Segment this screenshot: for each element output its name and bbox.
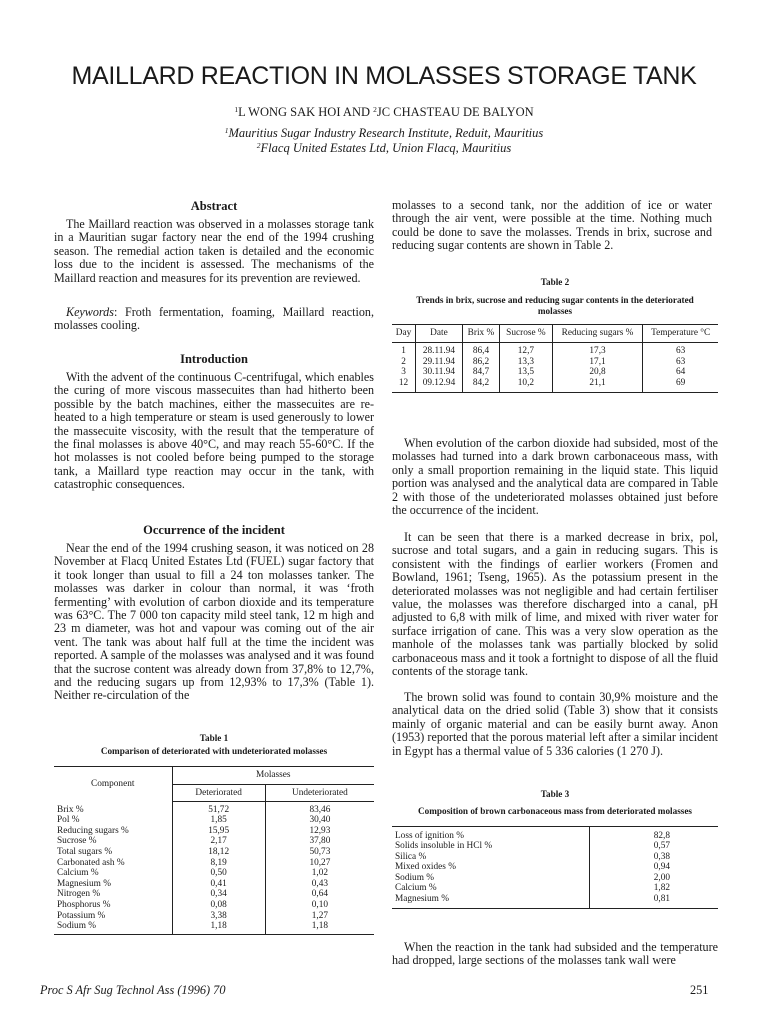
page-number: 251 [690,983,709,997]
table1-row [54,836,374,847]
table2-cell: 21,1 [552,378,643,389]
table3-row [392,883,718,894]
table2-cell: 12,7 [500,346,553,357]
table1-row [54,921,374,932]
table2-cell: 09.12.94 [416,378,463,389]
table2-cell: 29.11.94 [416,357,463,368]
table1-row [54,911,374,922]
keywords-label: Keywords [66,305,114,319]
table1-det-cell: 51,72 [172,805,265,816]
table1-undet-cell: 30,40 [265,815,374,826]
right-para-3: It can be seen that there is a marked decrease in brix, pol, sucrose and total sugars, and a gain in reducing sugars. This is consistent with the findings of earlier workers (Fromen and Bowland, 1961; Tseng, 1965). As the potassium present in the deteriorated molasses was not negligible and had certain fertiliser value, the molasses was therefore discharged into a canal, pH adjusted to 6,8 with milk of lime, and mixed with river water for surface irrigation of cane. This was a very slow operation as the manhole of the molasses tank was partially blocked by solid carbonaceous mass and it took a fortnight to dispose of all the fluid contents of the storage tank. [392,530,718,679]
paper-title: MAILLARD REACTION IN MOLASSES STORAGE TANK [71,62,697,90]
table1-col-undet: Undeteriorated [265,784,374,802]
table2-cell: 10,2 [500,378,553,389]
table1-col-molasses: Molasses [172,767,374,785]
table3-component-cell: Mixed oxides % [395,862,456,873]
table2-cell: 63 [643,346,718,357]
table1-undet-cell: 1,18 [265,921,374,932]
table1-row [54,889,374,900]
table1-det-cell: 0,50 [172,868,265,879]
footer-citation: Proc S Afr Sug Technol Ass (1996) 70 [40,983,226,997]
occurrence-heading: Occurrence of the incident [143,523,285,537]
table1-undet-cell: 37,80 [265,836,374,847]
right-para-1: molasses to a second tank, nor the addition of ice or water through the air vent, were possible at the time. Nothing much could be done to save the molasses. Trends in brix, sucrose and reducing sugar contents are shown in Table 2. [392,198,712,253]
table3-row [392,841,718,852]
table3-value-cell: 82,8 [589,831,718,842]
authors-line [0,105,768,120]
table3-row [392,894,718,905]
aff1-marker: 1 [224,126,229,135]
keywords-line [54,306,374,333]
table3-value-cell: 2,00 [589,873,718,884]
keywords-text: : Froth fermentation, foaming, Maillard reaction, molasses cooling. [54,305,374,333]
table1-component-cell: Sodium % [57,921,96,932]
table1-row [54,815,374,826]
table1-det-cell: 15,95 [172,826,265,837]
table2-row [392,367,718,378]
table2-header-cell: Brix % [462,325,499,343]
table3-row [392,831,718,842]
table1-component-cell: Calcium % [57,868,99,879]
author2-marker: 2 [373,105,377,114]
right-para-4: The brown solid was found to contain 30,9% moisture and the analytical data on the dried solid (Table 3) show that it consists mainly of organic material and can be easily burnt away. Anon (1953) reported that the porous material left after a similar incident in Egypt has a thermal value of 5 336 calories (1 270 J). [392,690,718,758]
table3-value-cell: 0,81 [589,894,718,905]
table2-cell: 64 [643,367,718,378]
author2: JC CHASTEAU DE BALYON [376,105,534,119]
table2-header-cell: Day [392,325,416,343]
table3-row [392,862,718,873]
table1-component-cell: Potassium % [57,910,106,921]
occurrence-text: Near the end of the 1994 crushing season, it was noticed on 28 November at Flacq United Estates Ltd (FUEL) sugar factory that it took longer than usual to fill a 24 ton molasses tanker. The molasses was darker in colour than normal, it was ‘froth fermenting’ with evolution of carbon dioxide and its temperature was 63°C. The 7 000 ton capacity mild steel tank, 12 m high and 23 m diameter, was hot and vapour was coming out of the air vent. The tank was about half full at the time the incident was reported. A sample of the molasses was analysed and it was found that the sucrose content was already down from 37,8% to 12,7%, and the reducing sugars up from 12,93% to 17,3% (Table 1). Neither re-circulation of the [54,541,374,703]
aff2-marker: 2 [256,141,261,150]
table1-col-component: Component [91,779,135,790]
table2-cell: 84,7 [462,367,499,378]
table1-det-cell: 1,18 [172,921,265,932]
introduction-heading: Introduction [180,352,248,366]
table1-det-cell: 3,38 [172,911,265,922]
table3-value-cell: 1,82 [589,883,718,894]
table1-det-cell: 2,17 [172,836,265,847]
table2-cell: 30.11.94 [416,367,463,378]
table2-spacer-cell [552,388,643,392]
table2-cell: 17,1 [552,357,643,368]
table3-value-cell: 0,38 [589,852,718,863]
table2-spacer-cell [500,388,553,392]
table3-label: Table 3 [540,789,570,799]
table2-header-cell: Reducing sugars % [552,325,643,343]
table3 [392,826,718,909]
table2-header-cell: Date [416,325,463,343]
table1 [54,766,374,935]
affiliation-1 [0,126,768,141]
table1-row [54,900,374,911]
table1-det-cell: 0,08 [172,900,265,911]
table1-component-cell: Magnesium % [57,878,111,889]
table1-component-cell: Nitrogen % [57,889,101,900]
table1-component-cell: Pol % [57,815,80,826]
table2-caption: Trends in brix, sucrose and reducing sugar contents in the deteriorated molasses [416,295,694,316]
aff2-text: Flacq United Estates Ltd, Union Flacq, Mauritius [260,141,512,155]
table1-undet-cell: 0,43 [265,879,374,890]
table1-component-cell: Brix % [57,804,84,815]
table2-spacer-cell [416,388,463,392]
table2-spacer-cell [643,388,718,392]
table2-cell: 28.11.94 [416,346,463,357]
table3-row [392,873,718,884]
right-para-2: When evolution of the carbon dioxide had subsided, most of the molasses had turned into a dark brown carbonaceous mass, with only a small proportion remaining in the liquid state. This liquid portion was analysed and the analytical data are compared in Table 2 with those of the undeteriorated molasses obtained just before the occurrence of the incident. [392,436,718,518]
table2-cell: 3 [401,367,406,378]
table3-component-cell: Solids insoluble in HCl % [395,841,493,852]
table2-cell: 63 [643,357,718,368]
table2-cell: 17,3 [552,346,643,357]
table1-component-cell: Phosphorus % [57,900,111,911]
table3-row [392,852,718,863]
table1-undet-cell: 12,93 [265,826,374,837]
table1-component-cell: Sucrose % [57,836,97,847]
table1-undet-cell: 83,46 [265,805,374,816]
table1-row [54,858,374,869]
table1-det-cell: 0,41 [172,879,265,890]
aff1-text: Mauritius Sugar Industry Research Institute, Reduit, Mauritius [228,126,544,140]
table2-cell: 12 [398,377,409,388]
table1-col-det: Deteriorated [172,784,265,802]
table1-component-cell: Carbonated ash % [57,857,125,868]
table1-undet-cell: 10,27 [265,858,374,869]
table1-undet-cell: 0,10 [265,900,374,911]
table2-cell: 2 [401,356,406,367]
author1-marker: 1 [234,105,239,114]
introduction-text: With the advent of the continuous C-centrifugal, which enables the curing of more viscous massecuites than had hitherto been possible by the batch machines, either the massecuites are re-heated to a high temperature or steam is used generously to lower the massecuite viscosity, with the result that the temperature of the final molasses is above 40°C, and may reach 55-60°C. If the hot molasses is not cooled before being pumped to the storage tank, a Maillard type reaction may occur in the tank, with catastrophic consequences. [54,370,374,492]
table2-spacer-cell [462,388,499,392]
author1: L WONG SAK HOI AND [238,105,374,119]
affiliation-2 [0,141,768,156]
table1-component-cell: Total sugars % [57,847,113,858]
table2-row [392,378,718,389]
table2-row [392,357,718,368]
table2-cell: 1 [401,346,406,357]
table1-undet-cell: 0,64 [265,889,374,900]
table3-component-cell: Sodium % [395,872,434,883]
table1-row [54,826,374,837]
table2-cell: 86,2 [462,357,499,368]
table2-cell: 84,2 [462,378,499,389]
table1-det-cell: 18,12 [172,847,265,858]
table2 [392,324,718,393]
table3-component-cell: Silica % [395,851,427,862]
table2-header-cell: Temperature °C [643,325,718,343]
abstract-heading: Abstract [190,199,238,213]
table3-component-cell: Calcium % [395,883,437,894]
table1-det-cell: 0,34 [172,889,265,900]
table2-cell: 20,8 [552,367,643,378]
table3-value-cell: 0,57 [589,841,718,852]
table2-cell: 13,3 [500,357,553,368]
table2-header-cell: Sucrose % [500,325,553,343]
table3-component-cell: Loss of ignition % [395,830,464,841]
table1-row [54,879,374,890]
table3-component-cell: Magnesium % [395,894,449,905]
table1-undet-cell: 50,73 [265,847,374,858]
table2-spacer-cell [392,388,416,392]
table2-cell: 69 [643,378,718,389]
table2-cell: 13,5 [500,367,553,378]
abstract-text: The Maillard reaction was observed in a molasses storage tank in a Mauritian sugar factory near the end of the 1994 crushing season. The remedial action taken is detailed and the economic loss due to the incident is assessed. The mechanisms of the Maillard reaction and measures for its prevention are reviewed. [54,217,374,285]
table1-undet-cell: 1,27 [265,911,374,922]
table1-label: Table 1 [199,733,229,743]
table1-row [54,847,374,858]
table2-label: Table 2 [540,277,570,287]
table2-cell: 86,4 [462,346,499,357]
table1-det-cell: 1,85 [172,815,265,826]
table1-row [54,868,374,879]
table2-row [392,346,718,357]
table1-row [54,805,374,816]
table3-caption: Composition of brown carbonaceous mass from deteriorated molasses [418,806,692,816]
table1-det-cell: 8,19 [172,858,265,869]
table1-undet-cell: 1,02 [265,868,374,879]
table2-spacer [392,388,718,392]
right-para-5: When the reaction in the tank had subsided and the temperature had dropped, large sections of the molasses tank wall were [392,940,718,968]
table1-component-cell: Reducing sugars % [57,825,129,836]
table3-value-cell: 0,94 [589,862,718,873]
table1-caption: Comparison of deteriorated with undeteriorated molasses [100,746,328,756]
